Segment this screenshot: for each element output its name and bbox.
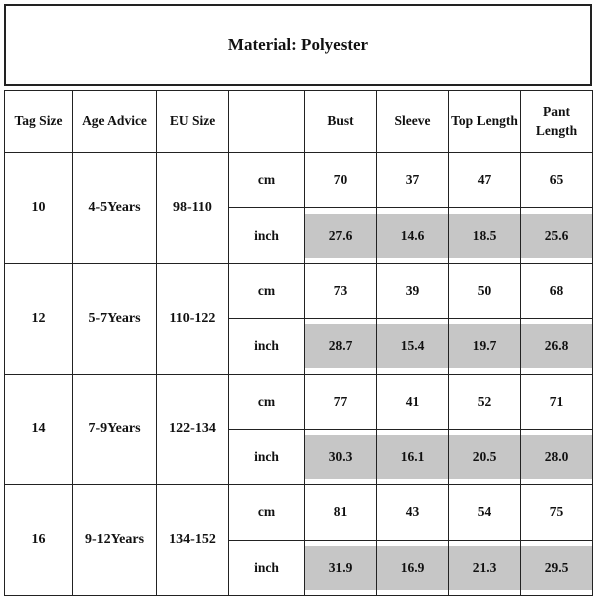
top-length-inch-cell <box>449 540 521 595</box>
bust-inch-cell <box>305 429 377 484</box>
bust-cm: 73 <box>305 263 377 318</box>
table-row-cm <box>5 374 593 429</box>
sleeve-inch-cell <box>377 429 449 484</box>
bust-inch: 30.3 <box>305 435 376 479</box>
top-length-inch: 18.5 <box>449 214 520 258</box>
unit-cm-label: cm <box>229 374 305 429</box>
sleeve-inch-cell <box>377 208 449 263</box>
header-unit <box>229 91 305 153</box>
top-length-cm: 47 <box>449 153 521 208</box>
sleeve-inch: 16.9 <box>377 546 448 590</box>
bust-inch-cell <box>305 540 377 595</box>
unit-inch-label: inch <box>229 429 305 484</box>
header-pant-length: Pant Length <box>521 91 593 153</box>
tag-size-cell: 16 <box>5 485 73 596</box>
size-chart <box>4 4 596 596</box>
sleeve-inch: 14.6 <box>377 214 448 258</box>
bust-cm: 77 <box>305 374 377 429</box>
table-row-cm <box>5 263 593 318</box>
top-length-inch-cell <box>449 319 521 374</box>
sleeve-inch: 16.1 <box>377 435 448 479</box>
pant-length-cm: 75 <box>521 485 593 540</box>
tag-size-cell: 14 <box>5 374 73 485</box>
sleeve-inch: 15.4 <box>377 324 448 368</box>
eu-size-cell: 122-134 <box>157 374 229 485</box>
bust-inch: 28.7 <box>305 324 376 368</box>
pant-length-inch: 26.8 <box>521 324 592 368</box>
sleeve-inch-cell <box>377 540 449 595</box>
tag-size-cell: 10 <box>5 153 73 264</box>
age-advice-cell: 5-7Years <box>73 263 157 374</box>
bust-inch-cell <box>305 208 377 263</box>
bust-cm: 81 <box>305 485 377 540</box>
pant-length-inch: 29.5 <box>521 546 592 590</box>
header-bust: Bust <box>305 91 377 153</box>
pant-length-inch-cell <box>521 208 593 263</box>
sleeve-cm: 39 <box>377 263 449 318</box>
pant-length-cm: 71 <box>521 374 593 429</box>
unit-cm-label: cm <box>229 485 305 540</box>
top-length-inch-cell <box>449 208 521 263</box>
age-advice-cell: 9-12Years <box>73 485 157 596</box>
pant-length-inch-cell <box>521 319 593 374</box>
header-age-advice: Age Advice <box>73 91 157 153</box>
sleeve-cm: 37 <box>377 153 449 208</box>
eu-size-cell: 110-122 <box>157 263 229 374</box>
top-length-inch: 19.7 <box>449 324 520 368</box>
top-length-cm: 54 <box>449 485 521 540</box>
top-length-inch-cell <box>449 429 521 484</box>
unit-inch-label: inch <box>229 540 305 595</box>
header-tag-size: Tag Size <box>5 91 73 153</box>
sleeve-inch-cell <box>377 319 449 374</box>
age-advice-cell: 4-5Years <box>73 153 157 264</box>
bust-inch: 27.6 <box>305 214 376 258</box>
pant-length-inch: 25.6 <box>521 214 592 258</box>
pant-length-inch-cell <box>521 540 593 595</box>
age-advice-cell: 7-9Years <box>73 374 157 485</box>
bust-cm: 70 <box>305 153 377 208</box>
sleeve-cm: 41 <box>377 374 449 429</box>
top-length-cm: 52 <box>449 374 521 429</box>
unit-cm-label: cm <box>229 263 305 318</box>
table-row-cm <box>5 153 593 208</box>
eu-size-cell: 98-110 <box>157 153 229 264</box>
tag-size-cell: 12 <box>5 263 73 374</box>
unit-inch-label: inch <box>229 208 305 263</box>
header-top-length: Top Length <box>449 91 521 153</box>
material-title: Material: Polyester <box>4 4 592 86</box>
top-length-inch: 20.5 <box>449 435 520 479</box>
sleeve-cm: 43 <box>377 485 449 540</box>
size-table <box>4 90 593 596</box>
header-eu-size: EU Size <box>157 91 229 153</box>
header-sleeve: Sleeve <box>377 91 449 153</box>
bust-inch-cell <box>305 319 377 374</box>
pant-length-cm: 68 <box>521 263 593 318</box>
header-row <box>5 91 593 153</box>
pant-length-inch-cell <box>521 429 593 484</box>
top-length-inch: 21.3 <box>449 546 520 590</box>
table-row-cm <box>5 485 593 540</box>
unit-inch-label: inch <box>229 319 305 374</box>
unit-cm-label: cm <box>229 153 305 208</box>
bust-inch: 31.9 <box>305 546 376 590</box>
eu-size-cell: 134-152 <box>157 485 229 596</box>
pant-length-cm: 65 <box>521 153 593 208</box>
pant-length-inch: 28.0 <box>521 435 592 479</box>
top-length-cm: 50 <box>449 263 521 318</box>
